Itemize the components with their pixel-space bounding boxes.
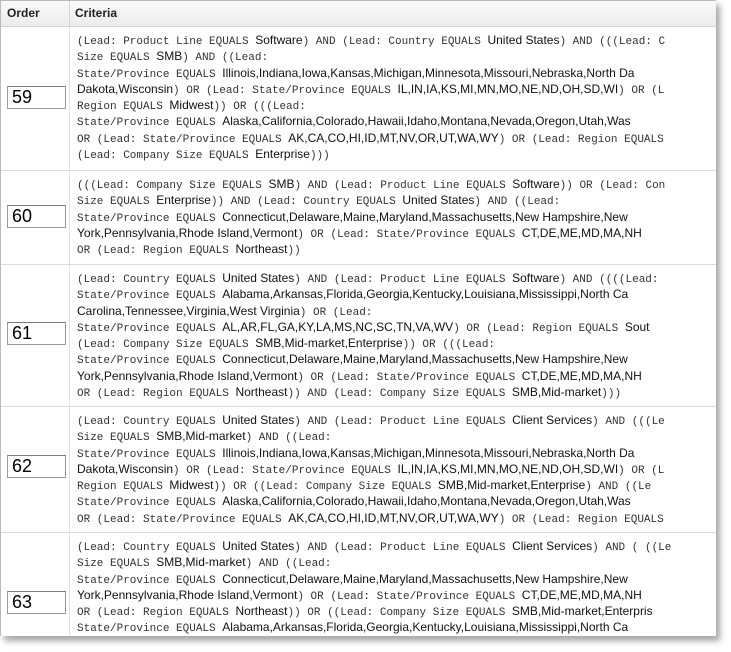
criteria-value-text: IL,IN,IA,KS,MI,MN,MO,NE,ND,OH,SD,WI <box>397 81 619 96</box>
criteria-line <box>77 351 716 367</box>
criteria-text <box>77 270 716 400</box>
criteria-line <box>77 130 716 146</box>
criteria-line <box>77 225 716 241</box>
criteria-operator-text: ) AND ((Le <box>585 481 652 494</box>
criteria-line <box>77 603 716 619</box>
criteria-text <box>77 176 716 257</box>
criteria-value-text: Sout <box>624 319 650 334</box>
criteria-value-text: York,Pennsylvania,Rhode Island,Vermont <box>77 368 298 383</box>
criteria-column-header[interactable]: Criteria <box>75 6 118 20</box>
criteria-value-text: AK,CA,CO,HI,ID,MT,NV,OR,UT,WA,WY <box>288 130 499 145</box>
criteria-value-text: United States <box>222 539 295 553</box>
criteria-operator-text: State/Province EQUALS <box>77 355 223 368</box>
criteria-operator-text: ) AND (((Lead: C <box>559 36 666 48</box>
criteria-value-text: United States <box>487 33 560 47</box>
criteria-value-text: Enterprise <box>255 147 310 162</box>
criteria-line <box>77 493 716 509</box>
criteria-value-text: Connecticut,Delaware,Maine,Maryland,Massachusetts,New Hampshire,New <box>222 352 628 367</box>
criteria-text <box>77 412 716 526</box>
criteria-value-text: Client Services <box>512 539 593 553</box>
criteria-value-text: United States <box>222 413 295 427</box>
criteria-operator-text: State/Province EQUALS <box>77 290 223 303</box>
criteria-value-text: Northeast <box>235 385 288 400</box>
criteria-operator-text: OR (Lead: State/Province EQUALS <box>77 133 289 146</box>
criteria-value-text: Dakota,Wisconsin <box>77 461 174 476</box>
criteria-operator-text: ))) <box>601 388 622 401</box>
criteria-operator-text: ) OR (L <box>618 464 665 477</box>
column-divider <box>69 407 70 532</box>
criteria-value-text: SMB,Mid-market <box>511 385 602 400</box>
criteria-line <box>77 412 716 428</box>
criteria-value-text: Alaska,California,Colorado,Hawaii,Idaho,Montana,Nevada,Oregon,Utah,Was <box>222 114 631 129</box>
criteria-value-text: York,Pennsylvania,Rhode Island,Vermont <box>77 225 298 240</box>
criteria-line <box>77 477 716 493</box>
criteria-line <box>77 97 716 113</box>
criteria-operator-text: State/Province EQUALS <box>77 117 223 130</box>
criteria-operator-text: ) AND (Lead: Product Line EQUALS <box>294 416 513 428</box>
criteria-line <box>77 48 716 64</box>
criteria-operator-text: )) OR (((Lead: <box>213 101 306 114</box>
criteria-value-text: Illinois,Indiana,Iowa,Kansas,Michigan,Minnesota,Missouri,Nebraska,North Da <box>222 445 635 460</box>
criteria-value-text: SMB <box>268 177 295 191</box>
criteria-operator-text: Size EQUALS <box>77 196 157 209</box>
criteria-line <box>77 335 716 351</box>
criteria-operator-text: ) OR (Lead: State/Province EQUALS <box>297 228 522 241</box>
criteria-line <box>77 209 716 225</box>
criteria-line <box>77 445 716 461</box>
criteria-line <box>77 113 716 129</box>
criteria-operator-text: (Lead: Product Line EQUALS <box>77 36 256 48</box>
criteria-operator-text: )) AND (Lead: Company Size EQUALS <box>287 388 512 401</box>
criteria-value-text: United States <box>402 193 475 208</box>
criteria-operator-text: ) AND (Lead: Product Line EQUALS <box>294 542 513 554</box>
criteria-line <box>77 146 716 162</box>
criteria-value-text: Alaska,California,Colorado,Hawaii,Idaho,Montana,Nevada,Oregon,Utah,Was <box>222 494 631 509</box>
criteria-operator-text: ) AND ( ((Le <box>592 542 672 554</box>
criteria-line <box>77 619 716 635</box>
criteria-operator-text: ) OR (Lead: Region EQUALS <box>498 513 664 526</box>
criteria-operator-text: ) OR (Lead: State/Province EQUALS <box>297 371 522 384</box>
criteria-value-text: SMB,Mid-market,Enterprise <box>437 478 586 493</box>
criteria-value-text: Alabama,Arkansas,Florida,Georgia,Kentucky,Louisiana,Mississippi,North Ca <box>222 620 629 635</box>
criteria-value-text: Illinois,Indiana,Iowa,Kansas,Michigan,Minnesota,Missouri,Nebraska,North Da <box>222 65 635 80</box>
criteria-value-text: Midwest <box>169 478 214 493</box>
criteria-line <box>77 192 716 208</box>
column-divider <box>69 27 70 170</box>
table-header <box>1 1 716 27</box>
table-row <box>1 171 716 265</box>
criteria-line <box>77 510 716 526</box>
criteria-value-text: CT,DE,ME,MD,MA,NH <box>521 368 642 383</box>
criteria-line <box>77 384 716 400</box>
criteria-value-text: Software <box>512 271 560 285</box>
criteria-operator-text: ) AND (((Le <box>592 416 665 428</box>
table-row <box>1 27 716 171</box>
criteria-value-text: Midwest <box>169 98 214 113</box>
order-input[interactable] <box>7 455 66 478</box>
header-divider <box>69 1 70 26</box>
criteria-operator-text: ) OR (Lead: State/Province EQUALS <box>173 84 398 97</box>
criteria-operator-text: (Lead: Country EQUALS <box>77 542 223 554</box>
criteria-line <box>77 65 716 81</box>
criteria-operator-text: OR (Lead: Region EQUALS <box>77 388 236 401</box>
criteria-value-text: SMB,Mid-market <box>156 555 246 570</box>
criteria-value-text: United States <box>222 271 295 285</box>
criteria-operator-text: State/Province EQUALS <box>77 497 223 510</box>
criteria-line <box>77 303 716 319</box>
criteria-line <box>77 81 716 97</box>
criteria-value-text: SMB,Mid-market,Enterpris <box>511 604 653 619</box>
criteria-operator-text: Lead: Country EQUALS <box>348 36 488 48</box>
criteria-operator-text: ) OR (L <box>618 84 665 97</box>
criteria-operator-text: ) AND ((Lead: <box>182 52 269 65</box>
criteria-text <box>77 32 716 162</box>
criteria-operator-text: Size EQUALS <box>77 558 157 571</box>
criteria-operator-text: ))) <box>309 150 330 163</box>
table-row <box>1 265 716 407</box>
criteria-operator-text: OR (Lead: State/Province EQUALS <box>77 513 289 526</box>
criteria-operator-text: (((Lead: Company Size EQUALS <box>77 180 269 192</box>
column-divider <box>69 171 70 264</box>
criteria-operator-text: ) AND ((Lead: <box>245 558 332 571</box>
criteria-operator-text: ) AND ((Lead: <box>245 432 332 445</box>
criteria-line <box>77 286 716 302</box>
criteria-operator-text: )) OR (((Lead: <box>402 339 496 352</box>
criteria-operator-text: ) AND (Lead: Product Line EQUALS <box>294 180 513 192</box>
criteria-value-text: Northeast <box>235 604 288 619</box>
criteria-value-text: Connecticut,Delaware,Maine,Maryland,Massachusetts,New Hampshire,New <box>222 209 628 224</box>
criteria-value-text: SMB,Mid-market,Enterprise <box>255 336 403 351</box>
criteria-line <box>77 176 716 192</box>
criteria-operator-text: ) AND ((Lead: <box>474 196 561 209</box>
criteria-value-text: AK,CA,CO,HI,ID,MT,NV,OR,UT,WA,WY <box>288 510 499 525</box>
criteria-value-text: Northeast <box>235 242 288 257</box>
criteria-operator-text: State/Province EQUALS <box>77 322 223 335</box>
criteria-line <box>77 428 716 444</box>
criteria-value-text: IL,IN,IA,KS,MI,MN,MO,NE,ND,OH,SD,WI <box>397 461 619 476</box>
criteria-value-text: Connecticut,Delaware,Maine,Maryland,Massachusetts,New Hampshire,New <box>222 571 628 586</box>
criteria-line <box>77 32 716 48</box>
criteria-operator-text: ) OR (Lead: Region EQUALS <box>498 133 664 146</box>
criteria-operator-text: State/Province EQUALS <box>77 574 223 587</box>
criteria-line <box>77 538 716 554</box>
criteria-value-text: Software <box>255 33 303 47</box>
criteria-operator-text: State/Province EQUALS <box>77 448 223 461</box>
criteria-value-text: CT,DE,ME,MD,MA,NH <box>521 587 642 602</box>
criteria-value-text: Enterprise <box>156 193 211 208</box>
criteria-operator-text: Region EQUALS <box>77 101 170 114</box>
criteria-line <box>77 241 716 257</box>
order-input[interactable] <box>7 591 66 614</box>
criteria-operator-text: OR (Lead: Region EQUALS <box>77 607 236 620</box>
criteria-value-text: Carolina,Tennessee,Virginia,West Virginia <box>77 303 300 318</box>
criteria-operator-text: (Lead: Country EQUALS <box>77 416 223 428</box>
criteria-operator-text: OR (Lead: Region EQUALS <box>77 245 236 258</box>
criteria-operator-text: ) OR (Lead: Region EQUALS <box>453 322 625 335</box>
criteria-operator-text: Size EQUALS <box>77 52 157 65</box>
criteria-operator-text: Size EQUALS <box>77 432 157 445</box>
order-input[interactable] <box>7 86 66 109</box>
criteria-text <box>77 538 716 636</box>
column-divider <box>69 265 70 406</box>
criteria-operator-text: ) AND ((((Lead: <box>559 274 659 286</box>
criteria-operator-text: )) OR ((Lead: Company Size EQUALS <box>213 481 438 494</box>
criteria-operator-text: )) OR ((Lead: Company Size EQUALS <box>287 607 512 620</box>
criteria-operator-text: ) AND ( <box>302 36 349 48</box>
criteria-operator-text: )) AND (Lead: Country EQUALS <box>210 196 403 209</box>
criteria-operator-text: ) OR (Lead: <box>299 306 373 319</box>
criteria-operator-text: State/Province EQUALS <box>77 68 223 81</box>
criteria-value-text: SMB,Mid-market <box>156 429 246 444</box>
criteria-operator-text: (Lead: Company Size EQUALS <box>77 150 256 163</box>
criteria-line <box>77 368 716 384</box>
table-row <box>1 533 716 636</box>
criteria-operator-text: Region EQUALS <box>77 481 170 494</box>
criteria-operator-text: ) AND (Lead: Product Line EQUALS <box>294 274 513 286</box>
table-row <box>1 407 716 533</box>
criteria-line <box>77 270 716 286</box>
criteria-operator-text: State/Province EQUALS <box>77 212 223 225</box>
criteria-operator-text: ) OR (Lead: State/Province EQUALS <box>173 464 398 477</box>
criteria-line <box>77 319 716 335</box>
criteria-line <box>77 587 716 603</box>
criteria-value-text: York,Pennsylvania,Rhode Island,Vermont <box>77 587 298 602</box>
criteria-value-text: Alabama,Arkansas,Florida,Georgia,Kentucky,Louisiana,Mississippi,North Ca <box>222 287 629 302</box>
criteria-line <box>77 554 716 570</box>
criteria-value-text: CT,DE,ME,MD,MA,NH <box>521 225 642 240</box>
criteria-operator-text: )) <box>287 245 301 258</box>
order-input[interactable] <box>7 322 66 345</box>
criteria-line <box>77 571 716 587</box>
criteria-line <box>77 461 716 477</box>
criteria-operator-text: (Lead: Country EQUALS <box>77 274 223 286</box>
order-input[interactable] <box>7 205 66 228</box>
criteria-value-text: AL,AR,FL,GA,KY,LA,MS,NC,SC,TN,VA,WV <box>222 319 454 334</box>
criteria-value-text: Dakota,Wisconsin <box>77 81 174 96</box>
criteria-value-text: Client Services <box>512 413 593 427</box>
criteria-operator-text: (Lead: Company Size EQUALS <box>77 339 256 352</box>
criteria-operator-text: ) OR (Lead: State/Province EQUALS <box>297 590 522 603</box>
order-column-header[interactable]: Order <box>7 6 40 20</box>
column-divider <box>69 533 70 636</box>
criteria-value-text: Software <box>512 177 560 191</box>
criteria-value-text: SMB <box>156 49 183 64</box>
criteria-operator-text: )) OR (Lead: Con <box>559 180 666 192</box>
criteria-operator-text: State/Province EQUALS <box>77 623 223 636</box>
